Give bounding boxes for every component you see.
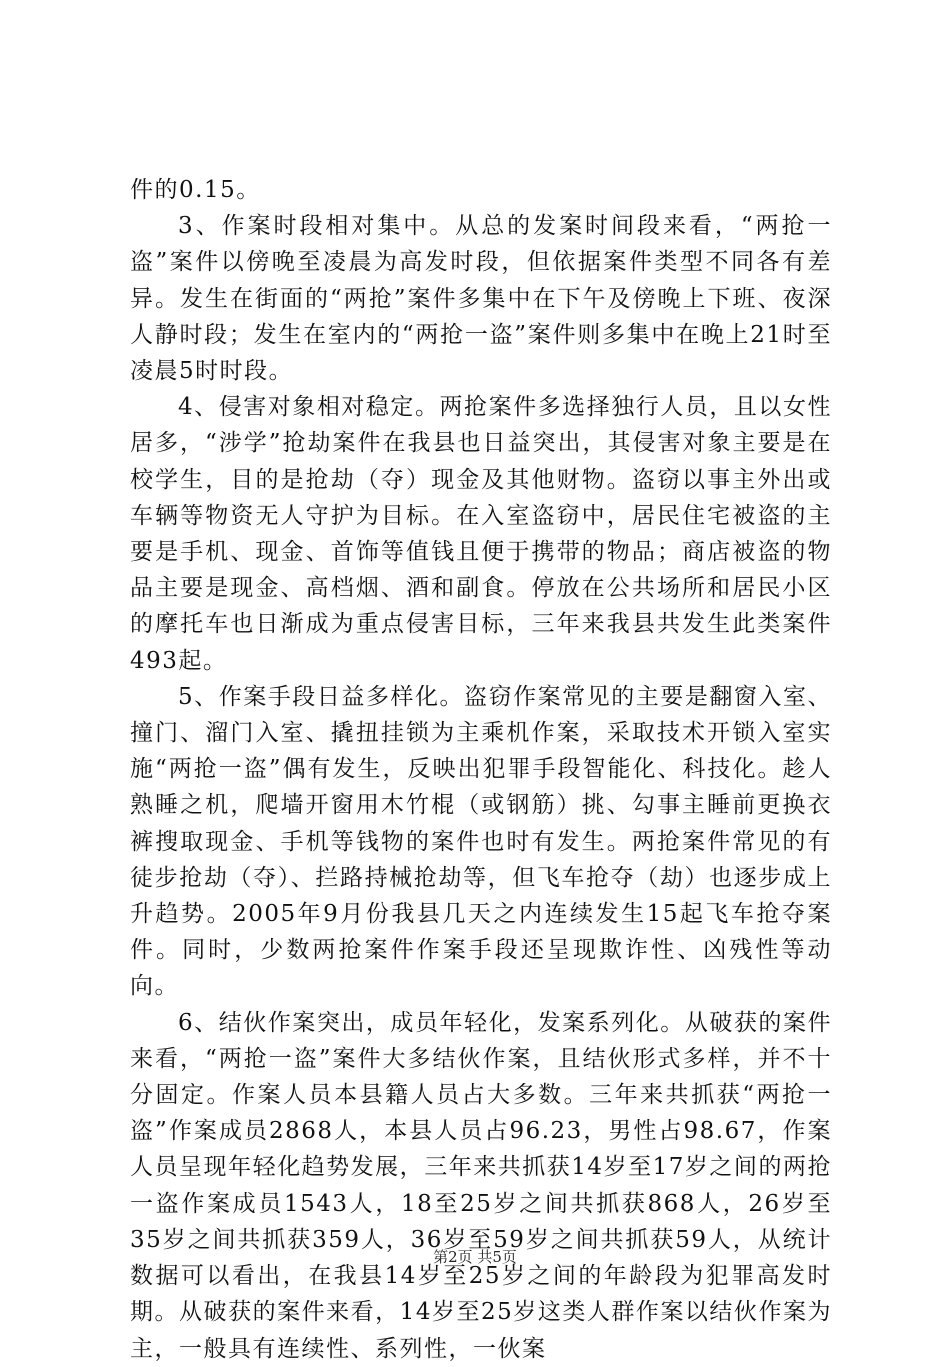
page-footer: 第2页 共5页 — [433, 1248, 517, 1266]
paragraph-item-4: 4、侵害对象相对稳定。两抢案件多选择独行人员，且以女性居多，“涉学”抢劫案件在我县也日益突出，其侵害对象主要是在校学生，目的是抢劫（夺）现金及其他财物。盗窃以事主外出或车辆等物资无人守护为目标。在入室盗窃中，居民住宅被盗的主要是手机、现金、首饰等值钱且便于携带的物品；商店被盗的物品主要是现金、高档烟、酒和副食。停放在公共场所和居民小区的摩托车也日渐成为重点侵害目标，三年来我县共发生此类案件493起。 — [130, 394, 832, 674]
paragraph-item-3: 3、作案时段相对集中。从总的发案时间段来看，“两抢一盗”案件以傍晚至凌晨为高发时段，但依据案件类型不同各有差异。发生在街面的“两抢”案件多集中在下午及傍晚上下班、夜深人静时段；发生在室内的“两抢一盗”案件则多集中在晚上21时至凌晨5时时段。 — [130, 213, 832, 385]
paragraph-item-6: 6、结伙作案突出，成员年轻化，发案系列化。从破获的案件来看，“两抢一盗”案件大多结伙作案，且结伙形式多样，并不十分固定。作案人员本县籍人员占大多数。三年来共抓获“两抢一盗”作案成员2868人，本县人员占96.23，男性占98.67，作案人员呈现年轻化趋势发展，三年来共抓获14岁至17岁之间的两抢一盗作案成员1543人，18至25岁之间共抓获868人，26岁至35岁之间共抓获359人，36岁至59岁之间共抓获59人，从统计数据可以看出，在我县14岁至25岁之间的年龄段为犯罪高发时期。从破获的案件来看，14岁至25岁这类人群作案以结伙作案为主，一般具有连续性、系列性，一伙案 — [130, 1009, 832, 1362]
paragraph-item-5: 5、作案手段日益多样化。盗窃作案常见的主要是翻窗入室、撞门、溜门入室、撬扭挂锁为主乘机作案，采取技术开锁入室实施“两抢一盗”偶有发生，反映出犯罪手段智能化、科技化。趁人熟睡之机，爬墙开窗用木竹棍（或钢筋）挑、勾事主睡前更换衣裤搜取现金、手机等钱物的案件也时有发生。两抢案件常见的有徒步抢劫（夺）、拦路持械抢劫等，但飞车抢夺（劫）也逐步成上升趋势。2005年9月份我县几天之内连续发生15起飞车抢夺案件。同时，少数两抢案件作案手段还呈现欺诈性、凶残性等动向。 — [130, 683, 832, 1000]
paragraph-continuation: 件的0.15。 — [130, 177, 261, 203]
document-body — [130, 172, 832, 1367]
